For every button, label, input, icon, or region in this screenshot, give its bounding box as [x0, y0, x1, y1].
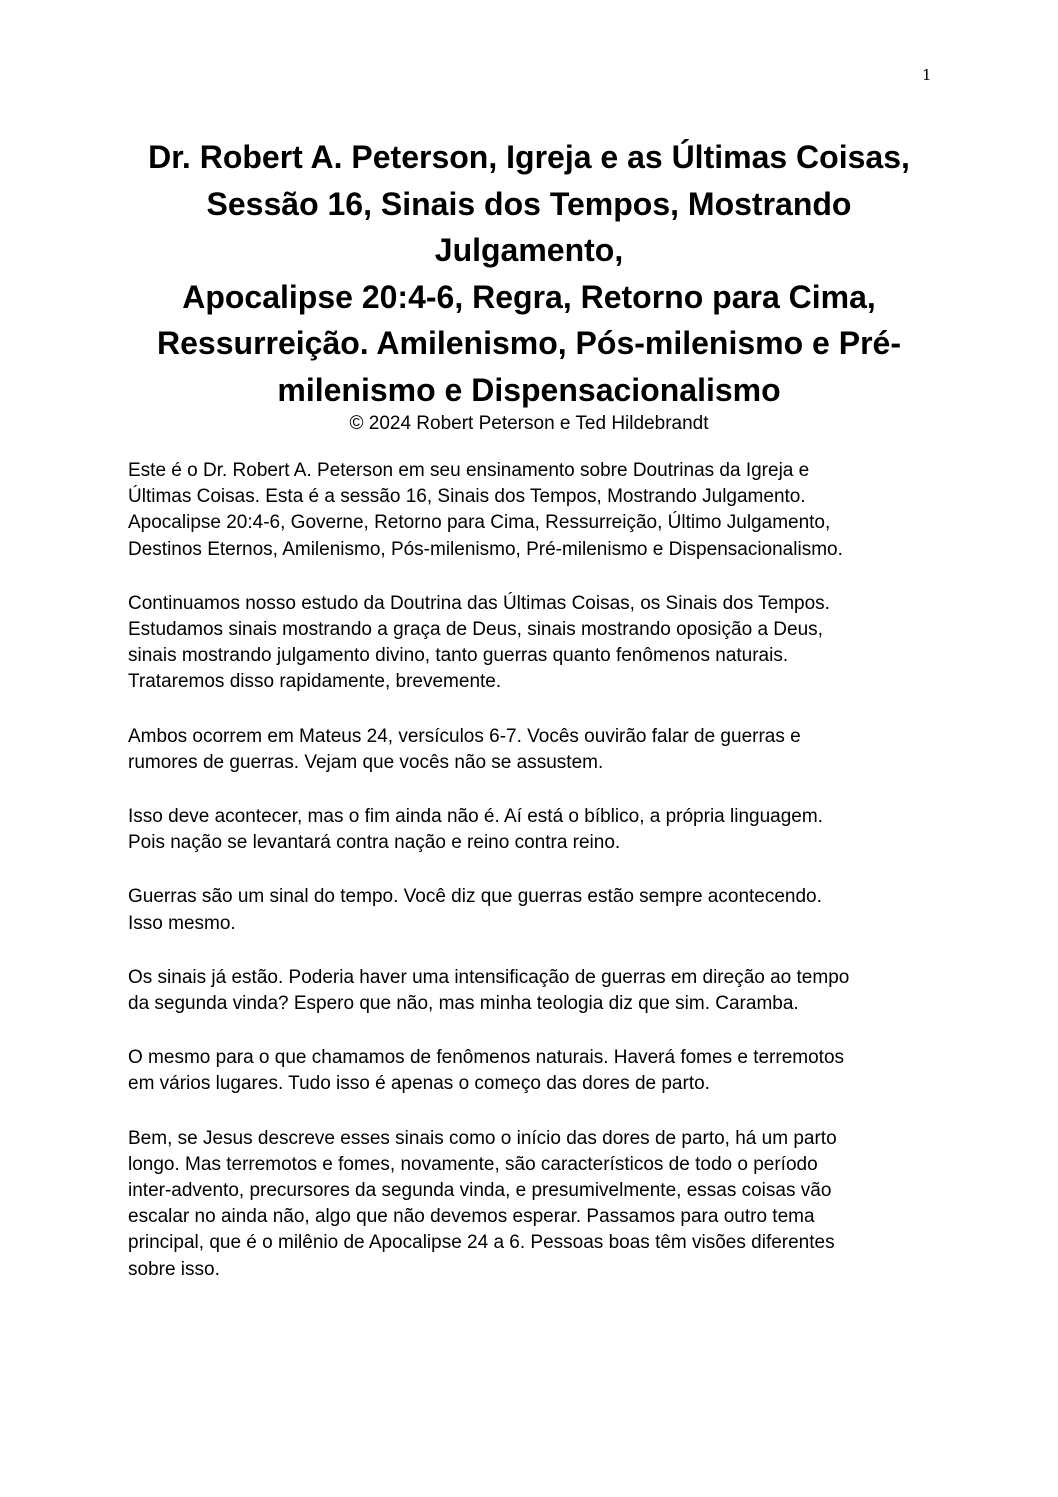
text-line: Ambos ocorrem em Mateus 24, versículos 6-7. Vocês ouvirão falar de guerras e	[128, 725, 801, 747]
text-line: sinais mostrando julgamento divino, tanto guerras quanto fenômenos naturais.	[128, 645, 789, 667]
text-line: Isso deve acontecer, mas o fim ainda não é. Aí está o bíblico, a própria linguagem.	[128, 806, 823, 828]
paragraph	[128, 724, 928, 776]
text-line: Trataremos disso rapidamente, brevemente.	[128, 671, 502, 693]
paragraph	[128, 804, 928, 856]
text-line: Apocalipse 20:4-6, Governe, Retorno para Cima, Ressurreição, Último Julgamento,	[128, 512, 831, 534]
text-line: Bem, se Jesus descreve esses sinais como o início das dores de parto, há um parto	[128, 1127, 837, 1149]
text-line: Destinos Eternos, Amilenismo, Pós-milenismo, Pré-milenismo e Dispensacionalismo.	[128, 538, 843, 560]
document-title	[110, 134, 948, 413]
document-header	[110, 134, 948, 437]
title-line: milenismo e Dispensacionalismo	[277, 371, 781, 408]
text-line: da segunda vinda? Espero que não, mas minha teologia diz que sim. Caramba.	[128, 993, 799, 1015]
title-line: Ressurreição. Amilenismo, Pós-milenismo e Pré-	[157, 325, 901, 361]
text-line: longo. Mas terremotos e fomes, novamente, são característicos de todo o período	[128, 1153, 818, 1175]
title-line: Apocalipse 20:4-6, Regra, Retorno para Cima,	[182, 278, 876, 315]
text-line: Continuamos nosso estudo da Doutrina das Últimas Coisas, os Sinais dos Tempos.	[128, 592, 830, 614]
paragraph	[128, 458, 928, 563]
title-line: Sessão 16, Sinais dos Tempos, Mostrando	[206, 185, 852, 222]
copyright-notice: © 2024 Robert Peterson e Ted Hildebrandt	[349, 413, 709, 434]
text-line: escalar no ainda não, algo que não devemos esperar. Passamos para outro tema	[128, 1206, 815, 1228]
text-line: Isso mesmo.	[128, 912, 236, 934]
page-number: 1	[922, 66, 932, 84]
text-line: Últimas Coisas. Esta é a sessão 16, Sinais dos Tempos, Mostrando Julgamento.	[128, 486, 806, 508]
paragraph	[128, 965, 928, 1017]
document-body	[128, 458, 928, 1311]
title-line: Julgamento,	[434, 232, 624, 268]
text-line: Pois nação se levantará contra nação e reino contra reino.	[128, 832, 621, 854]
text-line: Guerras são um sinal do tempo. Você diz que guerras estão sempre acontecendo.	[128, 886, 822, 908]
text-line: inter-advento, precursores da segunda vinda, e presumivelmente, essas coisas vão	[128, 1180, 832, 1202]
text-line: Estudamos sinais mostrando a graça de Deus, sinais mostrando oposição a Deus,	[128, 619, 823, 641]
text-line: sobre isso.	[128, 1258, 220, 1280]
paragraph	[128, 1045, 928, 1097]
text-line: em vários lugares. Tudo isso é apenas o começo das dores de parto.	[128, 1073, 710, 1095]
text-line: Os sinais já estão. Poderia haver uma intensificação de guerras em direção ao tempo	[128, 966, 850, 988]
text-line: rumores de guerras. Vejam que vocês não se assustem.	[128, 751, 604, 773]
text-line: Este é o Dr. Robert A. Peterson em seu ensinamento sobre Doutrinas da Igreja e	[128, 460, 810, 481]
title-line: Dr. Robert A. Peterson, Igreja e as Últimas Coisas,	[148, 139, 910, 175]
paragraph	[128, 884, 928, 936]
text-line: principal, que é o milênio de Apocalipse 24 a 6. Pessoas boas têm visões diferentes	[128, 1232, 835, 1254]
paragraph	[128, 1126, 928, 1283]
paragraph	[128, 591, 928, 696]
text-line: O mesmo para o que chamamos de fenômenos naturais. Haverá fomes e terremotos	[128, 1047, 845, 1069]
